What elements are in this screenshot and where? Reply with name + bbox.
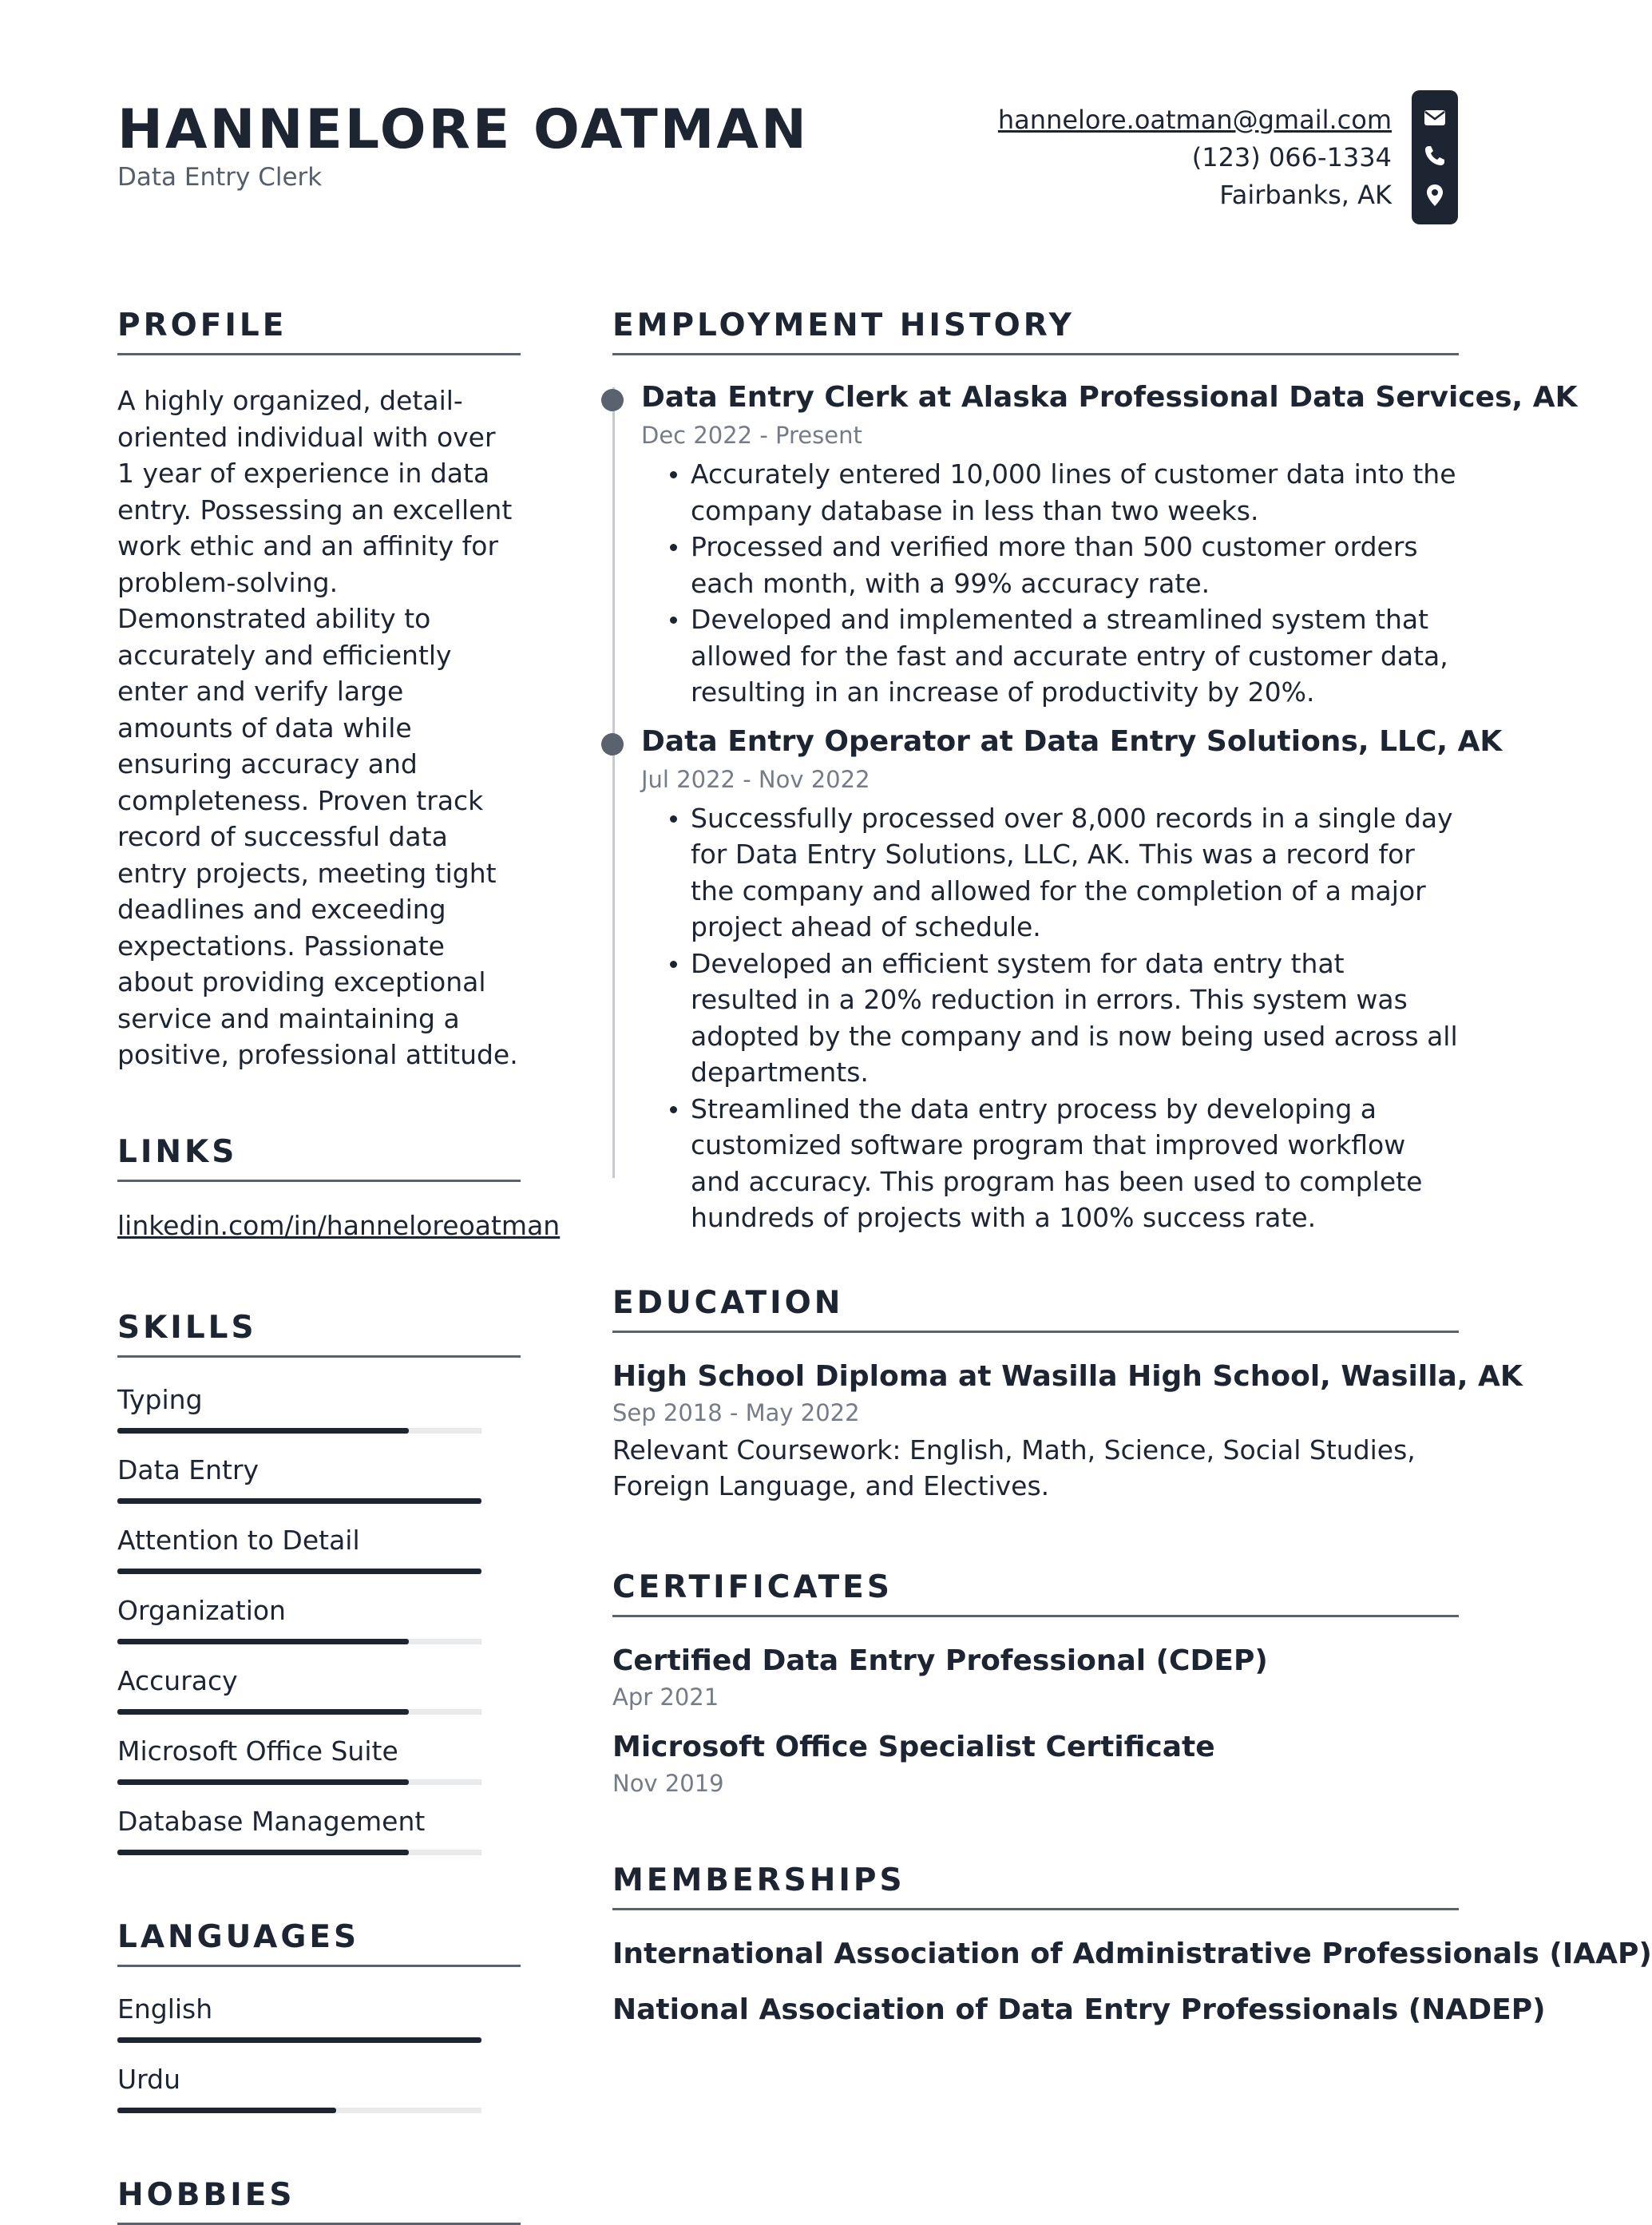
timeline-line: [612, 387, 615, 1178]
skill-item: [117, 1663, 521, 1715]
section-divider: [612, 1615, 1459, 1617]
hobbies-section: [117, 2173, 521, 2225]
job-bullet: Accurately entered 10,000 lines of customer data into the company database in less than two weeks.: [691, 456, 1459, 529]
skill-bar-fill: [117, 1850, 409, 1855]
skill-item: [117, 1522, 521, 1574]
memberships-heading: MEMBERSHIPS: [612, 1862, 905, 1898]
job-dates: Dec 2022 - Present: [641, 422, 862, 449]
skills-section: [117, 1306, 521, 1855]
skill-item: [117, 1733, 521, 1785]
timeline-dot: [601, 389, 624, 411]
skill-label: Database Management: [117, 1805, 426, 1837]
skill-item: [117, 1382, 521, 1434]
location-pin-icon: [1423, 183, 1447, 207]
employment-section: [612, 303, 1578, 1236]
job-bullet: Developed and implemented a streamlined system that allowed for the fast and accurate entry of customer data, resulting in an increase of productivity by 20%.: [691, 601, 1459, 711]
skill-bar-track: [117, 1709, 481, 1715]
skill-label: Typing: [117, 1383, 203, 1415]
phone-icon: [1423, 144, 1447, 168]
job-title: Data Entry Clerk at Alaska Professional Data Services, AK: [641, 381, 1578, 414]
job-bullets: [641, 456, 1459, 711]
left-column: [117, 303, 561, 2225]
job-bullet: Developed an efficient system for data entry that resulted in a 20% reduction in errors. This system was adopted by the company and is now being used across all departments.: [691, 946, 1459, 1091]
membership-item: International Association of Administrative Professionals (IAAP): [612, 1937, 1652, 1970]
certificate-title: Certified Data Entry Professional (CDEP): [612, 1644, 1268, 1677]
section-divider: [117, 1965, 521, 1967]
skill-bar-track: [117, 1639, 481, 1644]
job-title: Data Entry Operator at Data Entry Solutions, LLC, AK: [641, 724, 1503, 758]
skill-item: [117, 1803, 521, 1855]
phone-text: (123) 066-1334: [1191, 142, 1392, 173]
employment-timeline: [612, 378, 1578, 1236]
language-item: [117, 2061, 521, 2113]
skill-label: Organization: [117, 1594, 286, 1626]
skill-bar-track: [117, 1428, 481, 1434]
skill-bar-track: [117, 1850, 481, 1855]
candidate-title: Data Entry Clerk: [117, 163, 323, 192]
timeline-dot: [601, 733, 624, 756]
education-description: Relevant Coursework: English, Math, Science, Social Studies, Foreign Language, and Electives.: [612, 1434, 1416, 1501]
section-divider: [612, 1331, 1459, 1333]
contact-icon-bar: [1412, 90, 1458, 224]
languages-section: [117, 1915, 521, 2113]
employment-heading: EMPLOYMENT HISTORY: [612, 307, 1075, 343]
skill-bar-fill: [117, 1779, 409, 1785]
skills-heading: SKILLS: [117, 1309, 257, 1346]
language-bar-track: [117, 2037, 481, 2043]
certificate-entry: [612, 1641, 1459, 1713]
candidate-name: HANNELORE OATMAN: [117, 98, 809, 161]
education-section: [612, 1281, 1523, 1505]
profile-section: [117, 303, 521, 1073]
memberships-section: [612, 1858, 1652, 2030]
skill-bar-track: [117, 1498, 481, 1504]
skill-label: Microsoft Office Suite: [117, 1735, 398, 1767]
right-column: [612, 303, 1652, 2030]
language-item: [117, 1991, 521, 2043]
job-bullet: Streamlined the data entry process by developing a customized software program that improved workflow and accuracy. This program has been used to complete hundreds of projects with a 100% success rate.: [691, 1091, 1459, 1236]
profile-heading: PROFILE: [117, 307, 287, 343]
hobbies-heading: HOBBIES: [117, 2176, 295, 2213]
language-bar-fill: [117, 2037, 481, 2043]
education-entry: [612, 1357, 1523, 1505]
skill-bar-fill: [117, 1498, 481, 1504]
certificates-heading: CERTIFICATES: [612, 1569, 893, 1605]
section-divider: [117, 2223, 521, 2225]
job-bullet: Processed and verified more than 500 customer orders each month, with a 99% accuracy rate.: [691, 529, 1459, 601]
skill-bar-track: [117, 1779, 481, 1785]
languages-heading: LANGUAGES: [117, 1918, 360, 1955]
education-title: High School Diploma at Wasilla High School, Wasilla, AK: [612, 1359, 1523, 1393]
skill-label: Attention to Detail: [117, 1524, 360, 1556]
skill-item: [117, 1592, 521, 1644]
location-text: Fairbanks, AK: [1219, 180, 1392, 210]
skill-item: [117, 1452, 521, 1504]
certificates-section: [612, 1565, 1459, 1799]
certificate-date: Nov 2019: [612, 1769, 724, 1797]
contact-block: [998, 101, 1392, 214]
section-divider: [612, 353, 1459, 355]
skill-label: Accuracy: [117, 1664, 238, 1696]
certificate-entry: [612, 1727, 1459, 1799]
skill-bar-track: [117, 1569, 481, 1574]
job-bullets: [641, 800, 1459, 1236]
job-dates: Jul 2022 - Nov 2022: [641, 765, 870, 793]
language-bar-fill: [117, 2108, 336, 2113]
membership-item: National Association of Data Entry Professionals (NADEP): [612, 1993, 1546, 2026]
section-divider: [117, 1355, 521, 1358]
skill-bar-fill: [117, 1428, 409, 1434]
certificate-title: Microsoft Office Specialist Certificate: [612, 1730, 1215, 1763]
skill-bar-fill: [117, 1639, 409, 1644]
profile-summary: A highly organized, detail-oriented individual with over 1 year of experience in data entry. Possessing an excellent work ethic and an affinity for problem-solving. Demonstrated ability to accurately and efficiently enter and verify large amounts of data while ensuring accuracy and completeness. Proven track record of successful data entry projects, meeting tight deadlines and exceeding expectations. Passionate about providing exceptional service and maintaining a positive, professional attitude.: [117, 385, 518, 1070]
skill-bar-fill: [117, 1569, 481, 1574]
job-entry: [641, 722, 1503, 1236]
email-link[interactable]: hannelore.oatman@gmail.com: [997, 105, 1392, 135]
job-bullet: Successfully processed over 8,000 records in a single day for Data Entry Solutions, LLC, AK. This was a record for the company and allowed for the completion of a major project ahead of schedule.: [691, 800, 1459, 946]
language-bar-track: [117, 2108, 481, 2113]
linkedin-link[interactable]: linkedin.com/in/hanneloreoatman: [117, 1209, 561, 1241]
job-entry: [641, 378, 1578, 711]
education-heading: EDUCATION: [612, 1284, 844, 1321]
language-label: Urdu: [117, 2063, 181, 2095]
skill-label: Data Entry: [117, 1454, 259, 1485]
section-divider: [612, 1908, 1459, 1910]
links-section: [117, 1130, 561, 1243]
section-divider: [117, 1180, 521, 1182]
skill-bar-fill: [117, 1709, 409, 1715]
certificate-date: Apr 2021: [612, 1683, 719, 1711]
language-label: English: [117, 1993, 213, 2025]
education-dates: Sep 2018 - May 2022: [612, 1398, 860, 1426]
envelope-icon: [1423, 105, 1447, 129]
links-heading: LINKS: [117, 1133, 238, 1170]
section-divider: [117, 353, 521, 355]
